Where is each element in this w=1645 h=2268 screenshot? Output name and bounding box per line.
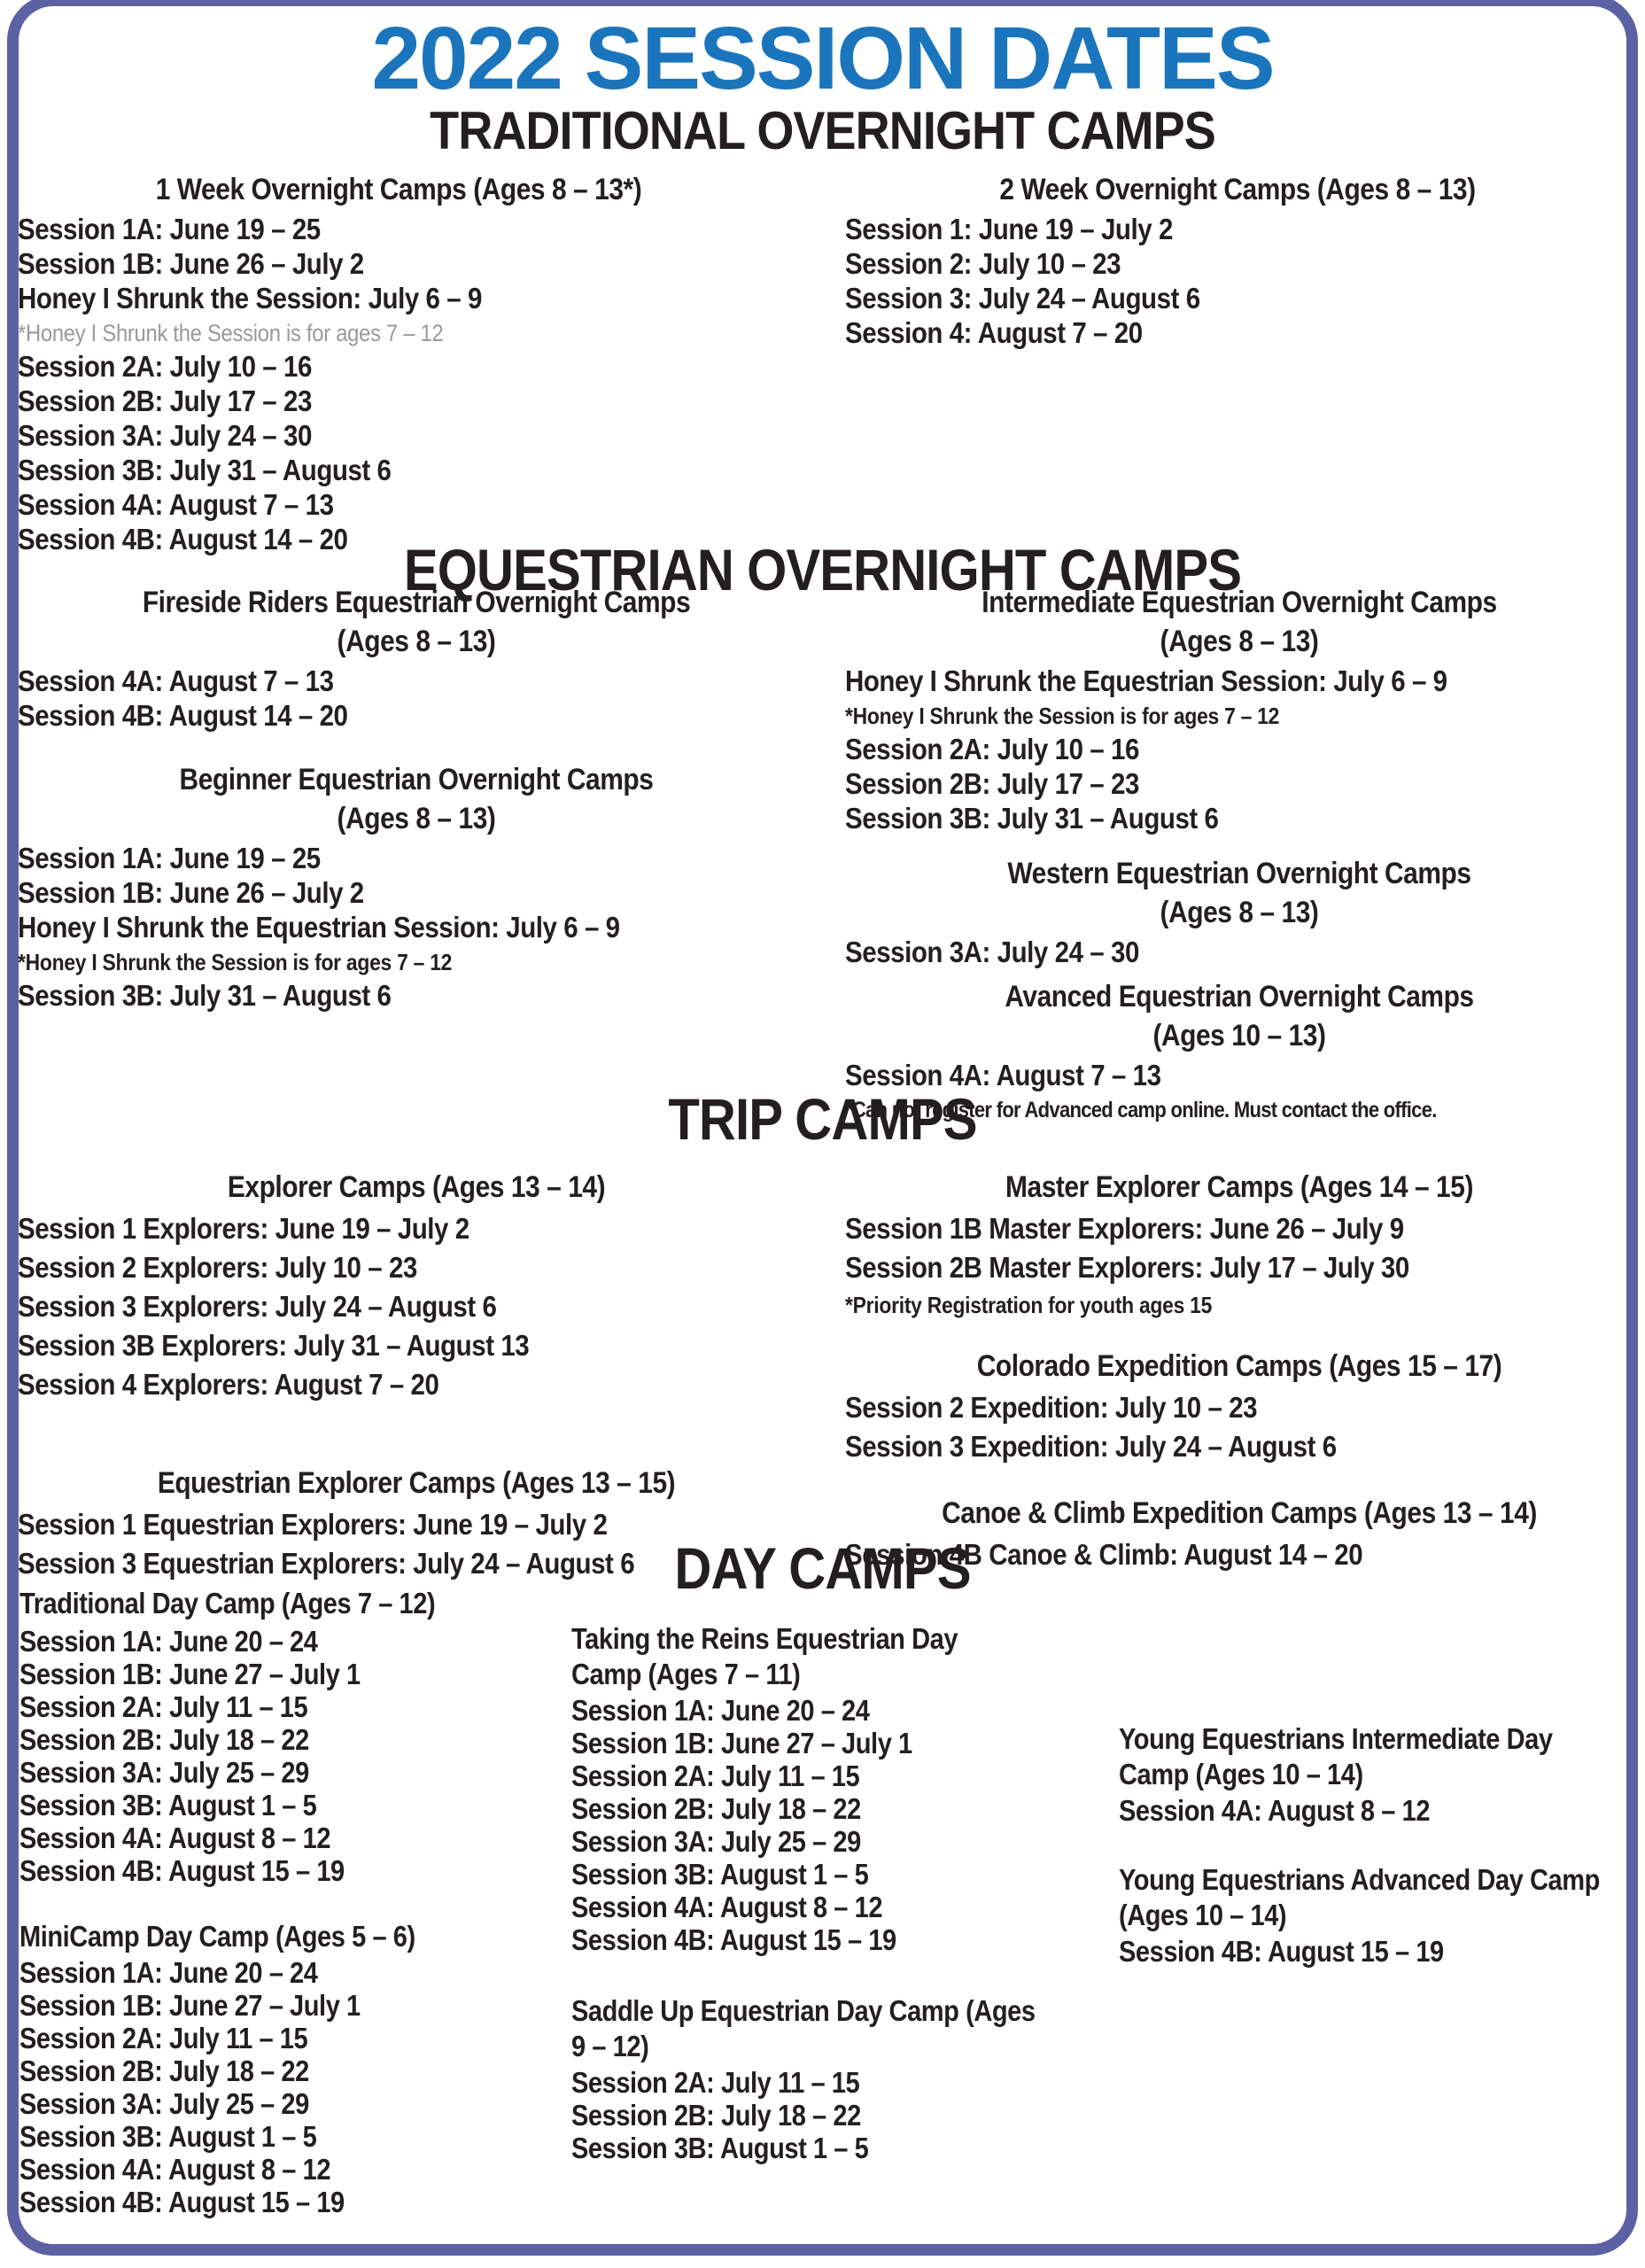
session-list <box>1119 1935 1582 1968</box>
session-list <box>845 936 1539 970</box>
session-list <box>845 213 1536 351</box>
group-heading-line: Beginner Equestrian Overnight Camps <box>179 763 654 796</box>
session-line: Session 2A: July 11 – 15 <box>571 1759 860 1792</box>
group-heading-line: Young Equestrians Intermediate Day <box>1119 1722 1553 1755</box>
session-line: Session 2 Explorers: July 10 – 23 <box>18 1252 417 1285</box>
session-note: *Honey I Shrunk the Session is for ages 7 – 12 <box>18 949 453 975</box>
group-heading-line: Camp (Ages 10 – 14) <box>1119 1758 1363 1790</box>
session-line: Session 4B: August 15 – 19 <box>19 1854 345 1887</box>
session-line: Session 2B: July 18 – 22 <box>19 1723 309 1756</box>
group-heading-line: (Ages 8 – 13) <box>1160 896 1319 929</box>
session-list <box>845 733 1539 836</box>
session-line: Session 1B Master Explorers: June 26 – July 9 <box>845 1213 1404 1246</box>
session-list <box>18 664 719 734</box>
column-equestrian-right <box>845 583 1633 1127</box>
session-line: Session 2B: July 18 – 22 <box>571 1792 861 1825</box>
group-heading-line: Fireside Riders Equestrian Overnight Camps <box>142 586 691 619</box>
group-heading-young-eq-intermediate <box>1119 1721 1582 1792</box>
group-heading-line: Master Explorer Camps (Ages 14 – 15) <box>1005 1170 1473 1204</box>
session-line: Session 2A: July 10 – 16 <box>18 351 312 384</box>
group-heading-master-explorer <box>892 1168 1586 1207</box>
session-line: Session 4B: August 15 – 19 <box>571 1923 896 1956</box>
session-note: *Priority Registration for youth ages 15 <box>845 1292 1213 1318</box>
session-line: Session 4: August 7 – 20 <box>845 317 1143 350</box>
group-heading-line: (Ages 8 – 13) <box>337 625 496 658</box>
session-line: Session 4A: August 8 – 12 <box>19 1821 331 1854</box>
group-heading-line: Saddle Up Equestrian Day Camp (Ages <box>571 1994 1036 2027</box>
session-line: Session 3B Explorers: July 31 – August 13 <box>18 1330 530 1363</box>
group-heading-intermediate <box>892 583 1586 661</box>
session-line: Session 1 Equestrian Explorers: June 19 – July 2 <box>18 1509 608 1542</box>
group-heading-line: Taking the Reins Equestrian Day <box>571 1622 958 1655</box>
session-line: Session 4B: August 14 – 20 <box>18 524 348 556</box>
group-heading-line: Traditional Day Camp (Ages 7 – 12) <box>19 1587 436 1619</box>
session-line: Session 2A: July 11 – 15 <box>19 1690 308 1723</box>
group-heading-taking-the-reins <box>571 1621 1036 1692</box>
session-list <box>571 2066 1036 2164</box>
group-heading-young-eq-advanced <box>1119 1862 1600 1933</box>
session-line: Session 1 Explorers: June 19 – July 2 <box>18 1213 469 1246</box>
group-heading-line: Western Equestrian Overnight Camps <box>1007 857 1471 890</box>
session-line: Session 1B: June 26 – July 2 <box>18 248 364 281</box>
session-line: Session 2B: July 18 – 22 <box>571 2099 861 2132</box>
session-line: Session 2B: July 18 – 22 <box>19 2054 309 2087</box>
session-line: Session 3B: July 31 – August 6 <box>18 454 392 487</box>
session-line: Session 1B: June 26 – July 2 <box>18 877 364 910</box>
session-line: Session 1A: June 20 – 24 <box>19 1625 318 1658</box>
session-list <box>18 842 719 945</box>
session-list <box>845 1210 1539 1288</box>
group-heading-line: (Ages 8 – 13) <box>1160 625 1319 658</box>
session-line: Session 2 Expedition: July 10 – 23 <box>845 1392 1258 1425</box>
session-line: Session 1: June 19 – July 2 <box>845 214 1173 246</box>
session-line: Session 3A: July 25 – 29 <box>19 1756 309 1789</box>
session-line: Session 2A: July 11 – 15 <box>19 2022 308 2054</box>
session-line: Session 2B: July 17 – 23 <box>845 768 1139 801</box>
session-note: *Honey I Shrunk the Session is for ages 7 – 12 <box>18 320 444 346</box>
session-line: Session 3A: July 24 – 30 <box>18 420 312 453</box>
session-line: Session 1A: June 20 – 24 <box>19 1956 318 1989</box>
group-heading-canoe-climb <box>892 1494 1586 1533</box>
session-line: Session 2: July 10 – 23 <box>845 248 1121 281</box>
session-line: Session 1A: June 19 – 25 <box>18 214 321 246</box>
session-line: Session 1B: June 27 – July 1 <box>19 1989 361 2022</box>
session-line: Session 4B: August 15 – 19 <box>1119 1935 1444 1968</box>
session-list <box>18 979 719 1014</box>
session-line: Session 3A: July 24 – 30 <box>845 936 1139 969</box>
session-line: Session 4A: August 7 – 13 <box>18 489 334 522</box>
group-heading-equestrian-explorer <box>66 1464 767 1503</box>
session-line: Honey I Shrunk the Equestrian Session: July 6 – 9 <box>845 665 1447 698</box>
session-line: Honey I Shrunk the Session: July 6 – 9 <box>18 283 482 315</box>
session-line: Session 3 Explorers: July 24 – August 6 <box>18 1291 497 1324</box>
session-line: Session 4A: August 7 – 13 <box>845 1060 1161 1092</box>
group-heading-two-week <box>892 170 1583 209</box>
group-heading-line: 9 – 12) <box>571 2030 649 2062</box>
session-line: Session 3B: August 1 – 5 <box>19 1789 317 1821</box>
page-title: 2022 SESSION DATES <box>371 9 1274 108</box>
section-header-traditional-overnight: TRADITIONAL OVERNIGHT CAMPS <box>430 101 1215 160</box>
column-day-1 <box>19 1586 551 2218</box>
session-list <box>19 1956 487 2218</box>
session-line: Session 4A: August 8 – 12 <box>1119 1794 1431 1827</box>
section-header-equestrian-overnight: EQUESTRIAN OVERNIGHT CAMPS <box>403 537 1242 602</box>
group-heading-line: 1 Week Overnight Camps (Ages 8 – 13*) <box>155 173 642 206</box>
group-heading-line: (Ages 8 – 13) <box>337 802 496 835</box>
group-heading-line: (Ages 10 – 13) <box>1152 1019 1326 1052</box>
group-heading-western <box>892 854 1586 932</box>
section-header-day-camps: DAY CAMPS <box>674 1535 971 1601</box>
group-heading-line: Colorado Expedition Camps (Ages 15 – 17) <box>976 1349 1502 1383</box>
section-header-trip-camps: TRIP CAMPS <box>668 1086 977 1152</box>
group-heading-line: Intermediate Equestrian Overnight Camps <box>982 586 1497 619</box>
session-line: Session 1A: June 19 – 25 <box>18 843 321 875</box>
session-note: *Honey I Shrunk the Session is for ages 7 – 12 <box>845 703 1280 729</box>
session-line: Session 3B: August 1 – 5 <box>571 1858 869 1891</box>
session-list <box>571 1694 1036 1956</box>
session-line: Session 3A: July 25 – 29 <box>19 2087 309 2120</box>
column-day-3 <box>1119 1721 1645 1968</box>
column-trip-right <box>845 1168 1633 1575</box>
column-trip-left <box>18 1168 815 1584</box>
session-list <box>19 1625 487 1887</box>
session-list <box>1119 1794 1582 1827</box>
group-heading-line: Explorer Camps (Ages 13 – 14) <box>227 1170 606 1204</box>
session-list <box>845 664 1539 699</box>
group-heading-explorer <box>66 1168 767 1207</box>
session-line: Session 2B Master Explorers: July 17 – July 30 <box>845 1252 1409 1285</box>
session-list <box>18 1210 719 1405</box>
session-list <box>18 213 688 316</box>
session-line: Session 4B: August 15 – 19 <box>19 2186 345 2218</box>
group-heading-minicamp <box>19 1919 487 1954</box>
session-line: Session 3 Expedition: July 24 – August 6 <box>845 1431 1337 1464</box>
group-heading-one-week <box>64 170 734 209</box>
session-line: Session 4A: August 8 – 12 <box>19 2153 331 2186</box>
column-day-2 <box>571 1621 1099 2164</box>
session-line: Session 2A: July 10 – 16 <box>845 734 1139 766</box>
column-one-week-overnight <box>18 170 780 557</box>
session-line: Session 3B: August 1 – 5 <box>571 2132 869 2164</box>
session-note: *Can not register for Advanced camp online. Must contact the office. <box>845 1098 1437 1122</box>
column-equestrian-left <box>18 583 815 1014</box>
session-line: Session 3B: July 31 – August 6 <box>18 980 392 1013</box>
group-heading-line: MiniCamp Day Camp (Ages 5 – 6) <box>19 1920 415 1953</box>
session-line: Session 3: July 24 – August 6 <box>845 283 1200 315</box>
group-heading-line: 2 Week Overnight Camps (Ages 8 – 13) <box>999 173 1476 206</box>
group-heading-line: Equestrian Explorer Camps (Ages 13 – 15) <box>157 1466 676 1500</box>
column-two-week-overnight <box>845 170 1630 351</box>
group-heading-line: Camp (Ages 7 – 11) <box>571 1658 801 1690</box>
group-heading-line: Avanced Equestrian Overnight Camps <box>1005 980 1474 1014</box>
session-line: Session 2B: July 17 – 23 <box>18 385 312 418</box>
session-line: Session 3B: July 31 – August 6 <box>845 803 1219 835</box>
session-line: Session 4B: August 14 – 20 <box>18 700 348 733</box>
group-heading-line: Canoe & Climb Expedition Camps (Ages 13 – 14) <box>942 1496 1537 1530</box>
session-line: Honey I Shrunk the Equestrian Session: July 6 – 9 <box>18 912 620 944</box>
session-line: Session 4A: August 7 – 13 <box>18 665 334 698</box>
session-line: Session 3B: August 1 – 5 <box>19 2120 317 2153</box>
group-heading-colorado <box>892 1347 1586 1386</box>
group-heading-traditional-day <box>19 1586 487 1621</box>
session-line: Session 3 Equestrian Explorers: July 24 – August 6 <box>18 1548 635 1581</box>
group-heading-saddle-up <box>571 1993 1036 2064</box>
session-line: Session 1A: June 20 – 24 <box>571 1694 870 1727</box>
group-heading-line: Young Equestrians Advanced Day Camp <box>1119 1863 1600 1896</box>
session-line: Session 3A: July 25 – 29 <box>571 1825 861 1858</box>
session-line: Session 1B: June 27 – July 1 <box>571 1727 912 1759</box>
session-list <box>18 350 688 557</box>
group-heading-line: (Ages 10 – 14) <box>1119 1899 1287 1931</box>
group-heading-advanced <box>892 977 1586 1055</box>
group-heading-beginner <box>66 760 767 838</box>
session-line: Session 1B: June 27 – July 1 <box>19 1658 361 1690</box>
session-line: Session 4A: August 8 – 12 <box>571 1891 883 1923</box>
session-line: Session 4 Explorers: August 7 – 20 <box>18 1369 439 1402</box>
session-line: Session 2A: July 11 – 15 <box>571 2066 860 2099</box>
session-list <box>845 1389 1539 1467</box>
session-line: Session 4B Canoe & Climb: August 14 – 20 <box>845 1539 1363 1572</box>
group-heading-fireside <box>66 583 767 661</box>
